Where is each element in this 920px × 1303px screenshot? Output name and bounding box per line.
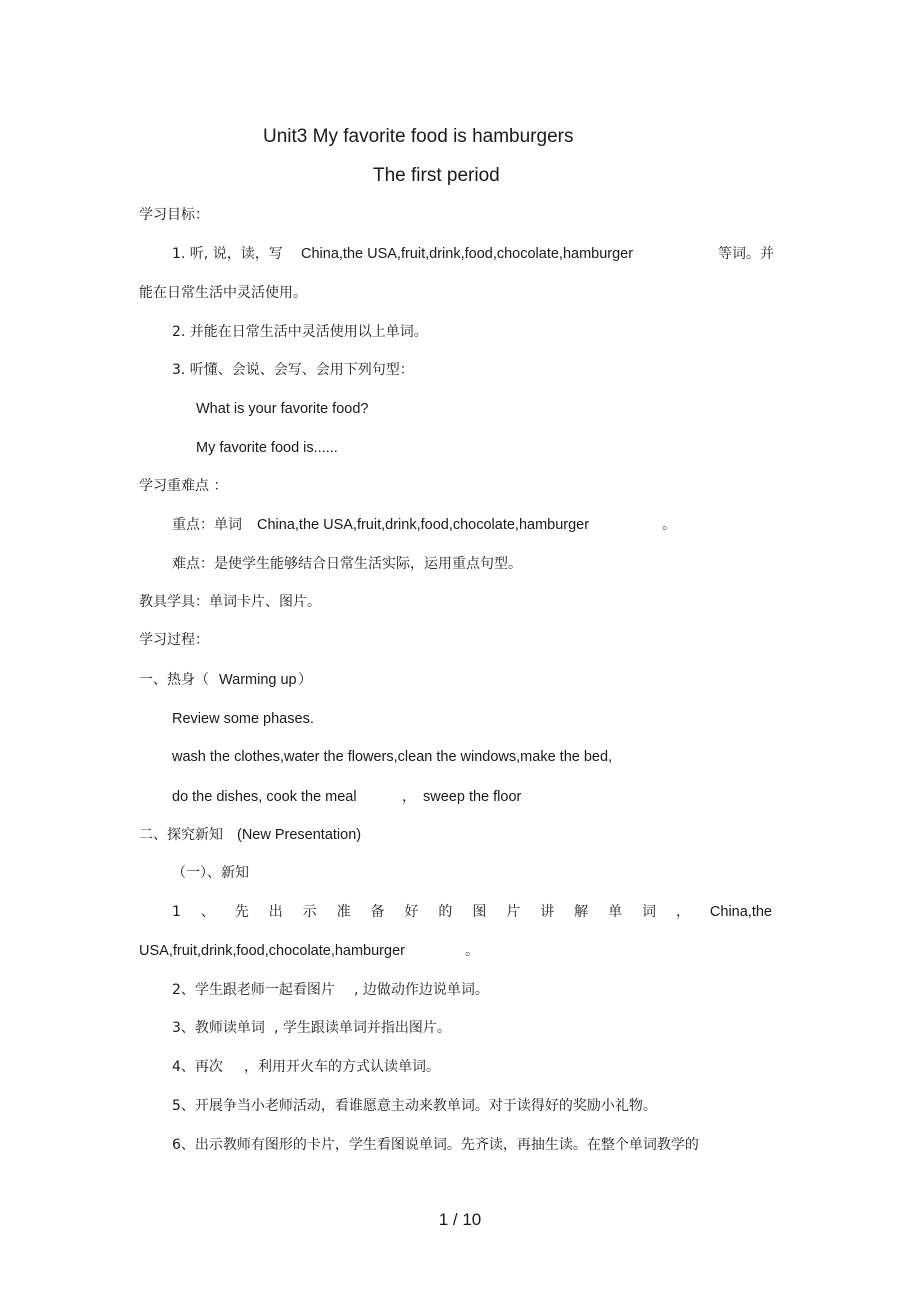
phrases-line-2b: sweep the floor	[423, 789, 522, 805]
warmup-prefix: 一、热身（	[139, 672, 209, 688]
sentence-pattern-1: What is your favorite food?	[196, 401, 369, 417]
step-1-char: 先	[234, 904, 249, 920]
objectives-heading: 学习目标：	[139, 207, 209, 223]
step-1-char: 备	[370, 904, 385, 920]
warmup-english: Warming up	[219, 672, 297, 688]
subsection-1: （一）、新知	[172, 865, 249, 881]
difficulty-point: 难点：是使学生能够结合日常生活实际，运用重点句型。	[172, 556, 522, 572]
page-number: 1 / 10	[438, 1210, 482, 1229]
step-2-b: , 边做动作边说单词。	[354, 982, 489, 998]
objective-1-suffix: 等词。并	[718, 246, 774, 262]
step-3-b: , 学生跟读单词并指出图片。	[274, 1020, 451, 1036]
step-1-char: 出	[268, 904, 283, 920]
step-3-a: 3、教师读单词	[172, 1020, 265, 1036]
step-1-char: 图	[472, 904, 487, 920]
objective-1-continuation: 能在日常生活中灵活使用。	[139, 285, 307, 301]
objective-1-words: China,the USA,fruit,drink,food,chocolate,hamburger	[301, 246, 634, 262]
objective-1-prefix: 1. 听, 说，读，写	[172, 246, 283, 262]
step-1-char: 讲	[540, 904, 555, 920]
step-1-char: ，	[675, 904, 690, 920]
step-1-char: 准	[336, 904, 351, 920]
step-1-char: 好	[404, 904, 419, 920]
step-5: 5、开展争当小老师活动，看谁愿意主动来教单词。对于读得好的奖励小礼物。	[172, 1098, 657, 1114]
phrases-line-2a: do the dishes, cook the meal	[172, 789, 357, 805]
key-point-prefix: 重点：单词	[172, 517, 242, 533]
step-1-char: China,the	[709, 904, 772, 920]
teaching-tools: 教具学具：单词卡片、图片。	[139, 594, 321, 610]
step-1-char: 1	[172, 904, 181, 920]
step-4-b: ，利用开火车的方式认读单词。	[244, 1059, 440, 1075]
key-point-words: China,the USA,fruit,drink,food,chocolate,hamburger	[257, 517, 590, 533]
document-subtitle: The first period	[373, 165, 500, 186]
step-4-a: 4、再次	[172, 1059, 223, 1075]
presentation-prefix: 二、探究新知	[139, 827, 223, 843]
step-1-char: 、	[200, 904, 215, 920]
step-1-char: 示	[302, 904, 317, 920]
keypoints-heading: 学习重难点 ：	[139, 478, 228, 494]
step-1-end: 。	[465, 943, 479, 959]
phrases-line-1: wash the clothes,water the flowers,clean the windows,make the bed,	[172, 749, 613, 765]
step-1-continuation: USA,fruit,drink,food,chocolate,hamburger	[139, 943, 405, 959]
presentation-english: (New Presentation)	[237, 827, 362, 843]
document-title: Unit3 My favorite food is hamburgers	[263, 126, 574, 147]
step-1-line	[172, 903, 772, 921]
step-6: 6、出示教师有图形的卡片，学生看图说单词。先齐读，再抽生读。在整个单词教学的	[172, 1137, 699, 1153]
step-1-char: 解	[574, 904, 589, 920]
step-1-char: 片	[506, 904, 521, 920]
objective-3: 3. 听懂、会说、会写、会用下列句型：	[172, 362, 414, 378]
key-point-suffix: 。	[662, 517, 676, 533]
step-1-char: 的	[438, 904, 453, 920]
warmup-suffix: ）	[298, 672, 312, 688]
objective-2: 2. 并能在日常生活中灵活使用以上单词。	[172, 324, 428, 340]
step-1-char: 单	[608, 904, 623, 920]
phrases-line-2-comma: ，	[402, 789, 416, 805]
process-heading: 学习过程：	[139, 632, 209, 648]
sentence-pattern-2: My favorite food is......	[196, 440, 338, 456]
step-2-a: 2、学生跟老师一起看图片	[172, 982, 335, 998]
step-1-char: 词	[642, 904, 657, 920]
review-line: Review some phases.	[172, 711, 314, 727]
